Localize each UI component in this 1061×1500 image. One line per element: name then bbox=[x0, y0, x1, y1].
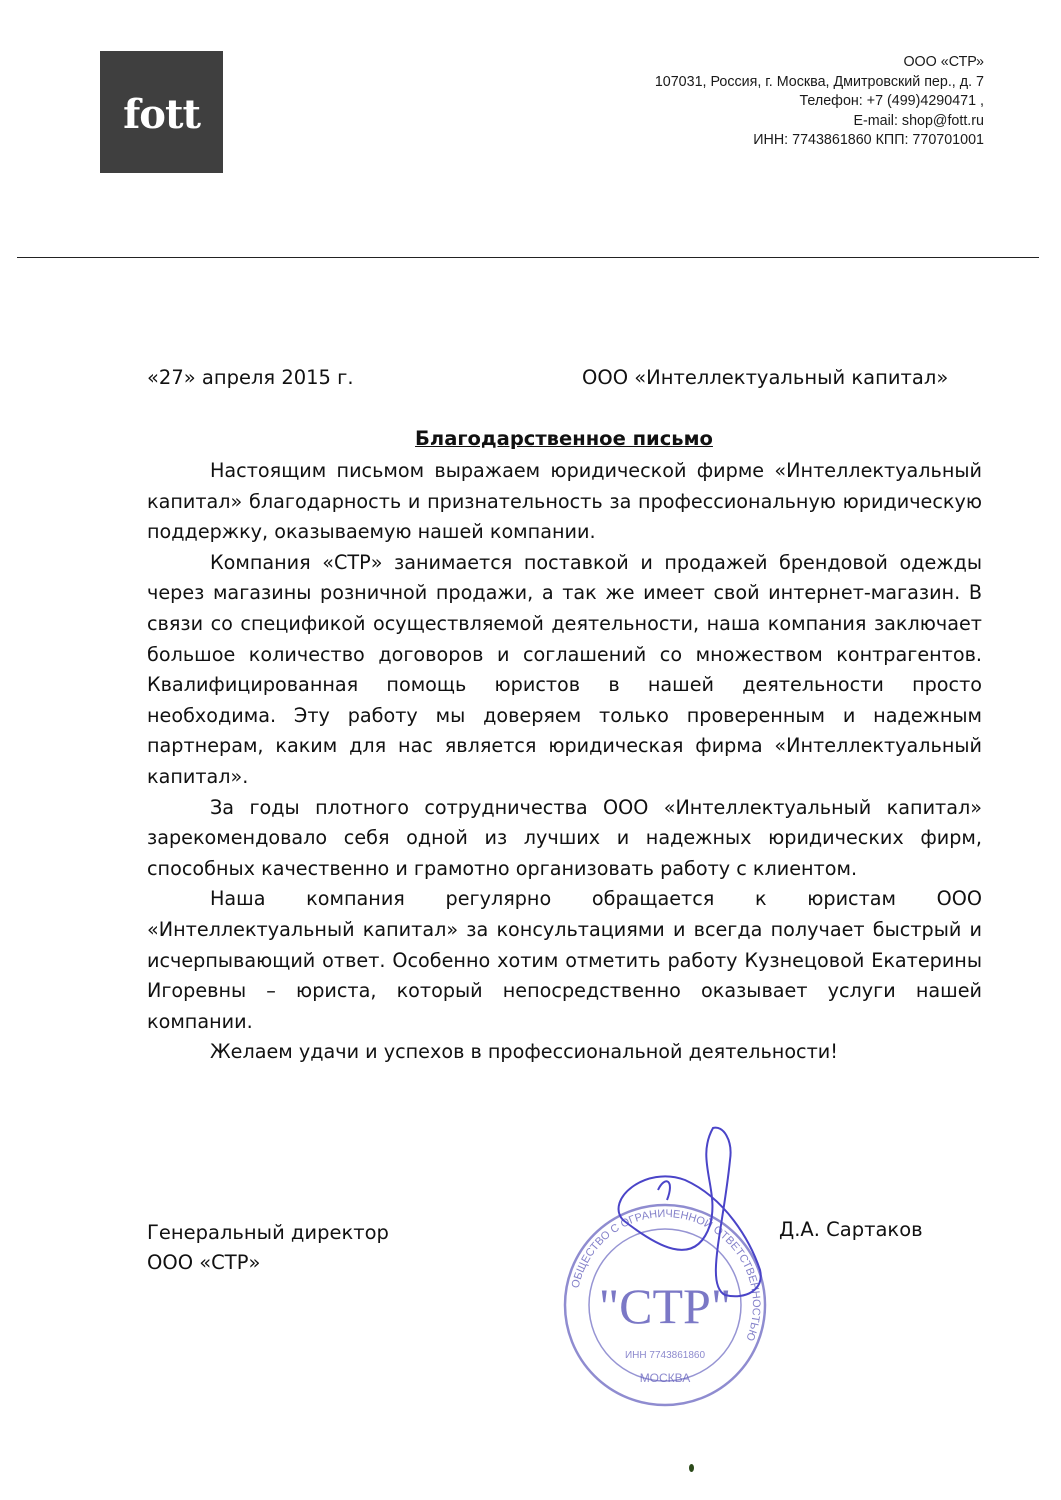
scan-mark bbox=[689, 1464, 694, 1472]
company-header bbox=[655, 53, 984, 151]
logo-text: fott bbox=[123, 90, 200, 138]
letter-title: Благодарственное письмо bbox=[415, 427, 713, 450]
signatory-block bbox=[147, 1218, 389, 1278]
signatory-position: Генеральный директор bbox=[147, 1221, 389, 1244]
header-tax-ids: ИНН: 7743861860 КПП: 770701001 bbox=[753, 132, 984, 148]
body-paragraph: Желаем удачи и успехов в профессиональной деятельности! bbox=[210, 1040, 838, 1064]
body-paragraph: Настоящим письмом выражаем юридической фирме «Интеллектуальный капитал» благодарность и признательность за профессиональную юридическую поддержку, оказываемую нашей компании. bbox=[147, 459, 982, 544]
body-paragraph: Компания «СТР» занимается поставкой и продажей брендовой одежды через магазины розничной продажи, а так же имеет свой интернет-магазин. В связи со спецификой осуществляемой деятельности, наша компания заключает большое количество договоров и соглашений со множеством контрагентов. Квалифицированная помощь юристов в нашей деятельности просто необходима. Эту работу мы доверяем только проверенным и надежным партнерам, каким для нас является юридическая фирма «Интеллектуальный капитал». bbox=[147, 550, 982, 788]
body-paragraph: Наша компания регулярно обращается к юристам ООО «Интеллектуальный капитал» за консультациями и всегда получает быстрый и исчерпывающий ответ. Особенно хотим отметить работу Кузнецовой Екатерины Игоревны – юриста, который непосредственно оказывает услуги нашей компании. bbox=[147, 887, 982, 1033]
company-stamp bbox=[545, 1120, 785, 1420]
signature-stroke bbox=[658, 1181, 670, 1200]
body-paragraph: За годы плотного сотрудничества ООО «Интеллектуальный капитал» зарекомендовало себя одной из лучших и надежных юридических фирм, способных качественно и грамотно организовать работу с клиентом. bbox=[147, 795, 982, 880]
header-company-name: ООО «СТР» bbox=[903, 54, 984, 70]
stamp-center-text: "СТР" bbox=[598, 1278, 732, 1334]
stamp-city-text: МОСКВА bbox=[639, 1371, 691, 1385]
signatory-name: Д.А. Сартаков bbox=[779, 1218, 923, 1241]
stamp-ring-text: ОБЩЕСТВО С ОГРАНИЧЕННОЙ ОТВЕТСТВЕННОСТЬЮ bbox=[569, 1207, 763, 1343]
signatory-company: ООО «СТР» bbox=[147, 1251, 261, 1274]
stamp-inn-text: ИНН 7743861860 bbox=[624, 1350, 706, 1361]
header-address: 107031, Россия, г. Москва, Дмитровский пер., д. 7 bbox=[654, 73, 984, 90]
letter-recipient: ООО «Интеллектуальный капитал» bbox=[582, 366, 949, 389]
header-phone: Телефон: +7 (499)4290471 , bbox=[799, 93, 984, 109]
header-divider bbox=[17, 257, 1039, 258]
letter-body bbox=[147, 456, 982, 1068]
letter-date: «27» апреля 2015 г. bbox=[147, 366, 354, 389]
company-logo bbox=[100, 51, 223, 173]
header-email: E-mail: shop@fott.ru bbox=[853, 112, 984, 129]
